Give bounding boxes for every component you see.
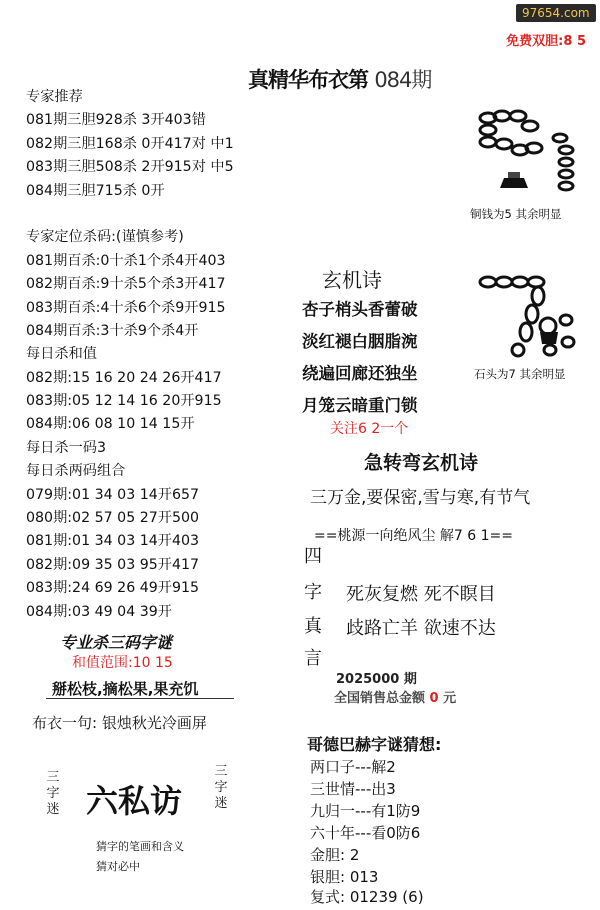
list-item: 083期:05 12 14 16 20开915 [26, 393, 222, 410]
poem-title: 玄机诗 [322, 268, 382, 292]
sales-label: 全国销售总金额 [334, 691, 426, 706]
goldbach-item: 银胆: 013 [310, 868, 379, 886]
poem-line: 绕遍回廊还独坐 [302, 364, 418, 383]
poem-focus: 关注6 2一个 [330, 421, 409, 437]
list-item: 084期三胆715杀 0开 [26, 182, 165, 199]
four-word-char: 真 [304, 616, 322, 637]
list-item: 084期:03 49 04 39开 [26, 603, 172, 620]
list-item: 082期:09 35 03 95开417 [26, 556, 200, 573]
buyi-line: 布衣一句: 银烛秋光冷画屏 [32, 714, 207, 732]
list-item: 081期百杀:0十杀1个杀4开403 [26, 252, 226, 269]
goldbach-item: 复式: 01239 (6) [310, 888, 424, 906]
riddle-poem-title: 急转弯玄机诗 [364, 452, 479, 474]
riddle-note: 猜对必中 [96, 860, 140, 873]
list-item: 082期:15 16 20 24 26开417 [26, 369, 222, 386]
list-item: 每日杀和值 [26, 346, 97, 363]
stone-puzzle-image [476, 270, 588, 362]
sales-total [334, 687, 456, 706]
four-word-char: 四 [304, 546, 322, 567]
idiom-line: 歧路亡羊 欲速不达 [346, 618, 496, 639]
coin-puzzle-image [474, 108, 586, 200]
page-title [248, 64, 431, 94]
sales-unit: 元 [443, 691, 457, 706]
four-word-char: 言 [304, 648, 322, 669]
list-item: 每日杀两码组合 [26, 463, 126, 480]
list-item: 079期:01 34 03 14开657 [26, 486, 200, 503]
goldbach-item: 三世情---出3 [310, 780, 396, 798]
list-item: 每日杀一码3 [26, 439, 106, 456]
list-item: 084期百杀:3十杀9个杀4开 [26, 322, 199, 339]
three-code-riddle: 专业杀三码字谜 [60, 633, 173, 652]
list-item: 084期:06 08 10 14 15开 [26, 416, 195, 433]
free-pair: 免费双胆:8 5 [506, 34, 586, 49]
divider [46, 698, 234, 699]
prize-issue: 2025000 期 [336, 672, 417, 687]
phrase: 掰松枝,摘松果,果充饥 [52, 680, 199, 698]
poem-line: 淡红褪白胭脂涴 [302, 332, 418, 351]
goldbach-item: 两口子---解2 [310, 758, 396, 776]
list-item: 081期三胆928杀 3开403错 [26, 112, 206, 129]
list-item: 080期:02 57 05 27开500 [26, 510, 200, 527]
peach-line: ==桃源一向绝风尘 解7 6 1== [314, 528, 513, 544]
poem-line: 杏子梢头香蕾破 [302, 300, 418, 319]
goldbach-title: 哥德巴赫字谜猜想: [307, 735, 442, 754]
list-item: 082期三胆168杀 0开417对 中1 [26, 135, 234, 152]
goldbach-item: 九归一---有1防9 [310, 802, 421, 820]
four-word-char: 字 [304, 582, 322, 603]
list-item: 083期三胆508杀 2开915对 中5 [26, 159, 234, 176]
list-item: 081期:01 34 03 14开403 [26, 533, 200, 550]
riddle-left-label: 三字迷 [46, 770, 60, 817]
list-item: 082期百杀:9十杀5个杀3开417 [26, 276, 226, 293]
title-issue: 084期 [374, 68, 432, 92]
stone-caption: 石头为7 其余明显 [474, 367, 566, 381]
list-item: 083期百杀:4十杀6个杀9开915 [26, 299, 226, 316]
list-item: 专家定位杀码:(谨慎参考) [26, 229, 184, 246]
list-item: 专家推荐 [26, 89, 83, 105]
riddle-note: 猜字的笔画和含义 [96, 840, 184, 853]
left-list [26, 86, 234, 624]
sum-range: 和值范围:10 15 [72, 655, 173, 671]
list-item: 083期:24 69 26 49开915 [26, 580, 200, 597]
idiom-line: 死灰复燃 死不瞑目 [346, 584, 496, 605]
goldbach-item: 金胆: 2 [310, 846, 360, 864]
site-badge[interactable]: 97654.com [516, 4, 596, 22]
poem-line: 月笼云暗重门锁 [302, 396, 418, 415]
riddle-big: 六私访 [86, 782, 183, 820]
riddle-poem-line: 三万金,要保密,雪与寒,有节气 [310, 488, 531, 508]
coin-caption: 铜钱为5 其余明显 [470, 207, 562, 221]
goldbach-item: 六十年---看0防6 [310, 824, 421, 842]
title-main: 真精华布衣第 [248, 68, 368, 92]
riddle-right-label: 三字迷 [214, 764, 228, 811]
list-item [26, 203, 234, 226]
sales-value: 0 [429, 691, 439, 706]
